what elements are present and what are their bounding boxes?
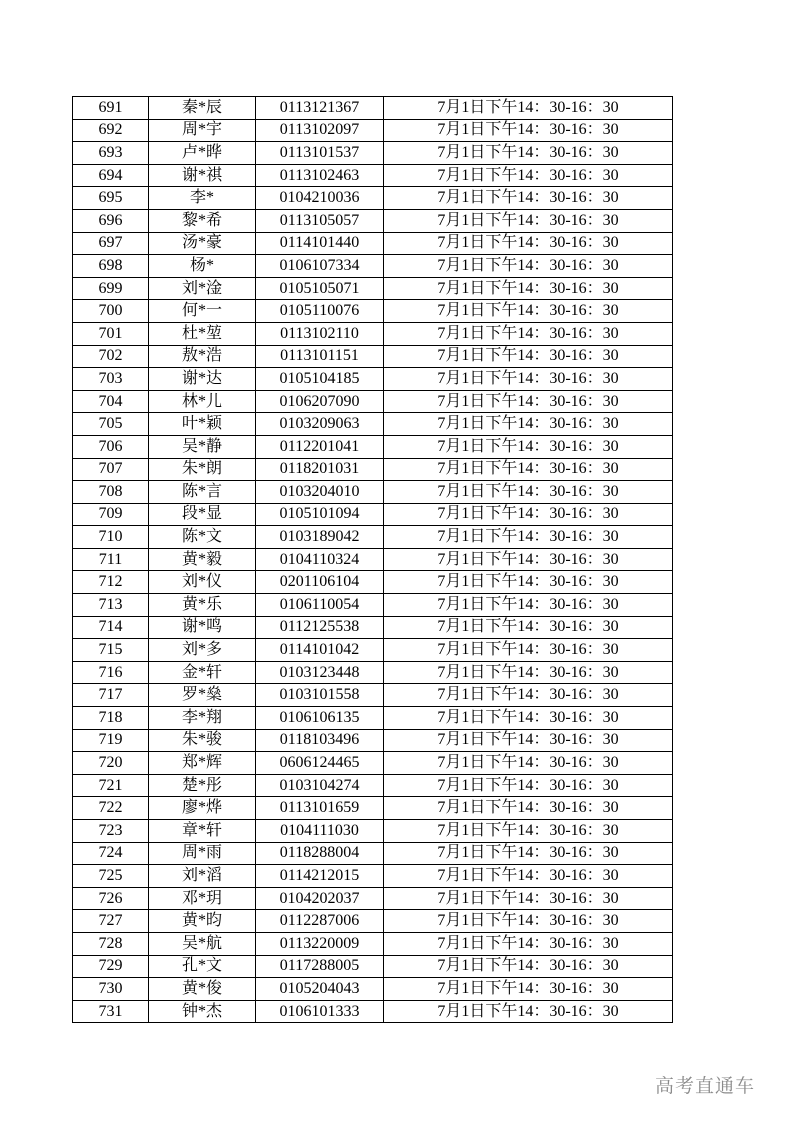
name-cell: 吴*静 (149, 435, 256, 458)
name-cell: 廖*烨 (149, 797, 256, 820)
table-row (73, 481, 673, 504)
name-cell: 秦*辰 (149, 97, 256, 120)
candidate-id-cell: 0114212015 (256, 865, 384, 888)
row-number-cell: 705 (73, 413, 149, 436)
exam-time-cell: 7月1日下午14：30-16：30 (384, 752, 673, 775)
name-cell: 陈*言 (149, 481, 256, 504)
candidate-id-cell: 0106106135 (256, 707, 384, 730)
candidate-id-cell: 0113101659 (256, 797, 384, 820)
exam-time-cell: 7月1日下午14：30-16：30 (384, 390, 673, 413)
row-number-cell: 730 (73, 978, 149, 1001)
exam-time-cell: 7月1日下午14：30-16：30 (384, 1000, 673, 1023)
candidate-id-cell: 0106107334 (256, 255, 384, 278)
exam-time-cell: 7月1日下午14：30-16：30 (384, 187, 673, 210)
candidate-id-cell: 0114101042 (256, 639, 384, 662)
row-number-cell: 722 (73, 797, 149, 820)
table-row (73, 435, 673, 458)
table-row (73, 707, 673, 730)
row-number-cell: 729 (73, 955, 149, 978)
row-number-cell: 715 (73, 639, 149, 662)
candidate-id-cell: 0103123448 (256, 661, 384, 684)
name-cell: 李*翔 (149, 707, 256, 730)
table-row (73, 729, 673, 752)
name-cell: 朱*骏 (149, 729, 256, 752)
name-cell: 黄*毅 (149, 548, 256, 571)
exam-time-cell: 7月1日下午14：30-16：30 (384, 684, 673, 707)
table-row (73, 616, 673, 639)
row-number-cell: 702 (73, 345, 149, 368)
exam-time-cell: 7月1日下午14：30-16：30 (384, 661, 673, 684)
name-cell: 谢*鸣 (149, 616, 256, 639)
table-row (73, 978, 673, 1001)
table-row (73, 594, 673, 617)
row-number-cell: 691 (73, 97, 149, 120)
table-row (73, 503, 673, 526)
candidate-id-cell: 0104210036 (256, 187, 384, 210)
exam-time-cell: 7月1日下午14：30-16：30 (384, 797, 673, 820)
name-cell: 黄*俊 (149, 978, 256, 1001)
table-row (73, 910, 673, 933)
row-number-cell: 693 (73, 142, 149, 165)
name-cell: 卢*晔 (149, 142, 256, 165)
candidate-id-cell: 0113121367 (256, 97, 384, 120)
candidate-id-cell: 0118103496 (256, 729, 384, 752)
row-number-cell: 704 (73, 390, 149, 413)
name-cell: 叶*颖 (149, 413, 256, 436)
name-cell: 陈*文 (149, 526, 256, 549)
candidate-id-cell: 0201106104 (256, 571, 384, 594)
name-cell: 谢*祺 (149, 164, 256, 187)
table-row (73, 390, 673, 413)
exam-time-cell: 7月1日下午14：30-16：30 (384, 232, 673, 255)
row-number-cell: 728 (73, 932, 149, 955)
name-cell: 黎*希 (149, 209, 256, 232)
exam-time-cell: 7月1日下午14：30-16：30 (384, 639, 673, 662)
table-row (73, 639, 673, 662)
name-cell: 邓*玥 (149, 887, 256, 910)
exam-time-cell: 7月1日下午14：30-16：30 (384, 910, 673, 933)
exam-time-cell: 7月1日下午14：30-16：30 (384, 774, 673, 797)
exam-time-cell: 7月1日下午14：30-16：30 (384, 255, 673, 278)
table-row (73, 187, 673, 210)
exam-time-cell: 7月1日下午14：30-16：30 (384, 932, 673, 955)
exam-time-cell: 7月1日下午14：30-16：30 (384, 887, 673, 910)
exam-time-cell: 7月1日下午14：30-16：30 (384, 481, 673, 504)
candidate-id-cell: 0113102110 (256, 322, 384, 345)
exam-time-cell: 7月1日下午14：30-16：30 (384, 842, 673, 865)
candidate-id-cell: 0112125538 (256, 616, 384, 639)
name-cell: 刘*滔 (149, 865, 256, 888)
exam-time-cell: 7月1日下午14：30-16：30 (384, 97, 673, 120)
exam-time-cell: 7月1日下午14：30-16：30 (384, 368, 673, 391)
candidate-id-cell: 0113102097 (256, 119, 384, 142)
candidate-id-cell: 0104110324 (256, 548, 384, 571)
table-row (73, 774, 673, 797)
table-row (73, 887, 673, 910)
row-number-cell: 695 (73, 187, 149, 210)
candidate-id-cell: 0118201031 (256, 458, 384, 481)
candidate-id-cell: 0112201041 (256, 435, 384, 458)
table-row (73, 842, 673, 865)
row-number-cell: 706 (73, 435, 149, 458)
row-number-cell: 694 (73, 164, 149, 187)
exam-time-cell: 7月1日下午14：30-16：30 (384, 458, 673, 481)
candidate-id-cell: 0105101094 (256, 503, 384, 526)
row-number-cell: 712 (73, 571, 149, 594)
table-row (73, 526, 673, 549)
candidate-id-cell: 0117288005 (256, 955, 384, 978)
name-cell: 何*一 (149, 300, 256, 323)
candidate-id-cell: 0103189042 (256, 526, 384, 549)
exam-time-cell: 7月1日下午14：30-16：30 (384, 345, 673, 368)
name-cell: 谢*达 (149, 368, 256, 391)
exam-time-cell: 7月1日下午14：30-16：30 (384, 865, 673, 888)
name-cell: 杨* (149, 255, 256, 278)
name-cell: 刘*多 (149, 639, 256, 662)
name-cell: 杜*堃 (149, 322, 256, 345)
row-number-cell: 731 (73, 1000, 149, 1023)
exam-time-cell: 7月1日下午14：30-16：30 (384, 820, 673, 843)
exam-time-cell: 7月1日下午14：30-16：30 (384, 594, 673, 617)
table-row (73, 232, 673, 255)
row-number-cell: 703 (73, 368, 149, 391)
candidate-id-cell: 0106110054 (256, 594, 384, 617)
candidate-id-cell: 0103101558 (256, 684, 384, 707)
exam-time-cell: 7月1日下午14：30-16：30 (384, 729, 673, 752)
table-row (73, 322, 673, 345)
table-row (73, 571, 673, 594)
table-row (73, 255, 673, 278)
name-cell: 楚*彤 (149, 774, 256, 797)
row-number-cell: 698 (73, 255, 149, 278)
name-cell: 钟*杰 (149, 1000, 256, 1023)
table-row (73, 458, 673, 481)
row-number-cell: 701 (73, 322, 149, 345)
row-number-cell: 723 (73, 820, 149, 843)
exam-time-cell: 7月1日下午14：30-16：30 (384, 142, 673, 165)
candidate-id-cell: 0118288004 (256, 842, 384, 865)
candidate-id-cell: 0113105057 (256, 209, 384, 232)
row-number-cell: 709 (73, 503, 149, 526)
name-cell: 刘*仪 (149, 571, 256, 594)
name-cell: 郑*辉 (149, 752, 256, 775)
row-number-cell: 714 (73, 616, 149, 639)
exam-time-cell: 7月1日下午14：30-16：30 (384, 571, 673, 594)
exam-time-cell: 7月1日下午14：30-16：30 (384, 503, 673, 526)
row-number-cell: 724 (73, 842, 149, 865)
candidate-id-cell: 0113102463 (256, 164, 384, 187)
row-number-cell: 720 (73, 752, 149, 775)
name-cell: 黄*乐 (149, 594, 256, 617)
candidate-id-cell: 0112287006 (256, 910, 384, 933)
name-cell: 吴*航 (149, 932, 256, 955)
table-row (73, 1000, 673, 1023)
row-number-cell: 692 (73, 119, 149, 142)
table-row (73, 300, 673, 323)
exam-time-cell: 7月1日下午14：30-16：30 (384, 435, 673, 458)
exam-time-cell: 7月1日下午14：30-16：30 (384, 119, 673, 142)
candidate-id-cell: 0104111030 (256, 820, 384, 843)
table-row (73, 932, 673, 955)
candidate-id-cell: 0113101537 (256, 142, 384, 165)
row-number-cell: 697 (73, 232, 149, 255)
candidate-id-cell: 0103104274 (256, 774, 384, 797)
candidate-id-cell: 0106101333 (256, 1000, 384, 1023)
name-cell: 罗*燊 (149, 684, 256, 707)
name-cell: 段*显 (149, 503, 256, 526)
table-row (73, 209, 673, 232)
candidate-id-cell: 0105104185 (256, 368, 384, 391)
table-row (73, 277, 673, 300)
exam-time-cell: 7月1日下午14：30-16：30 (384, 300, 673, 323)
name-cell: 敖*浩 (149, 345, 256, 368)
row-number-cell: 700 (73, 300, 149, 323)
name-cell: 周*宇 (149, 119, 256, 142)
exam-time-cell: 7月1日下午14：30-16：30 (384, 277, 673, 300)
exam-time-cell: 7月1日下午14：30-16：30 (384, 322, 673, 345)
exam-time-cell: 7月1日下午14：30-16：30 (384, 707, 673, 730)
row-number-cell: 699 (73, 277, 149, 300)
table-row (73, 119, 673, 142)
table-row (73, 684, 673, 707)
exam-time-cell: 7月1日下午14：30-16：30 (384, 955, 673, 978)
row-number-cell: 713 (73, 594, 149, 617)
row-number-cell: 721 (73, 774, 149, 797)
table-row (73, 413, 673, 436)
exam-time-cell: 7月1日下午14：30-16：30 (384, 526, 673, 549)
row-number-cell: 710 (73, 526, 149, 549)
table-row (73, 797, 673, 820)
name-cell: 刘*淦 (149, 277, 256, 300)
row-number-cell: 725 (73, 865, 149, 888)
name-cell: 金*轩 (149, 661, 256, 684)
table-row (73, 820, 673, 843)
table-row (73, 865, 673, 888)
row-number-cell: 696 (73, 209, 149, 232)
candidate-id-cell: 0105105071 (256, 277, 384, 300)
candidate-id-cell: 0606124465 (256, 752, 384, 775)
exam-time-cell: 7月1日下午14：30-16：30 (384, 209, 673, 232)
name-cell: 朱*朗 (149, 458, 256, 481)
table-body (73, 97, 673, 1023)
candidate-id-cell: 0113101151 (256, 345, 384, 368)
schedule-table (72, 96, 673, 1023)
table-row (73, 661, 673, 684)
table-row (73, 142, 673, 165)
table-row (73, 752, 673, 775)
exam-time-cell: 7月1日下午14：30-16：30 (384, 548, 673, 571)
row-number-cell: 708 (73, 481, 149, 504)
exam-time-cell: 7月1日下午14：30-16：30 (384, 978, 673, 1001)
name-cell: 孔*文 (149, 955, 256, 978)
row-number-cell: 711 (73, 548, 149, 571)
name-cell: 林*儿 (149, 390, 256, 413)
candidate-id-cell: 0105204043 (256, 978, 384, 1001)
candidate-id-cell: 0104202037 (256, 887, 384, 910)
watermark: 高考直通车 (655, 1075, 756, 1097)
table-row (73, 164, 673, 187)
table-row (73, 345, 673, 368)
candidate-id-cell: 0113220009 (256, 932, 384, 955)
name-cell: 黄*昀 (149, 910, 256, 933)
candidate-id-cell: 0103209063 (256, 413, 384, 436)
row-number-cell: 718 (73, 707, 149, 730)
name-cell: 周*雨 (149, 842, 256, 865)
row-number-cell: 707 (73, 458, 149, 481)
row-number-cell: 717 (73, 684, 149, 707)
table-row (73, 548, 673, 571)
name-cell: 汤*豪 (149, 232, 256, 255)
table-row (73, 955, 673, 978)
exam-time-cell: 7月1日下午14：30-16：30 (384, 164, 673, 187)
table-row (73, 368, 673, 391)
name-cell: 李* (149, 187, 256, 210)
row-number-cell: 727 (73, 910, 149, 933)
exam-time-cell: 7月1日下午14：30-16：30 (384, 413, 673, 436)
candidate-id-cell: 0103204010 (256, 481, 384, 504)
table-row (73, 97, 673, 120)
row-number-cell: 719 (73, 729, 149, 752)
candidate-id-cell: 0114101440 (256, 232, 384, 255)
exam-time-cell: 7月1日下午14：30-16：30 (384, 616, 673, 639)
candidate-id-cell: 0106207090 (256, 390, 384, 413)
row-number-cell: 716 (73, 661, 149, 684)
row-number-cell: 726 (73, 887, 149, 910)
candidate-id-cell: 0105110076 (256, 300, 384, 323)
name-cell: 章*轩 (149, 820, 256, 843)
